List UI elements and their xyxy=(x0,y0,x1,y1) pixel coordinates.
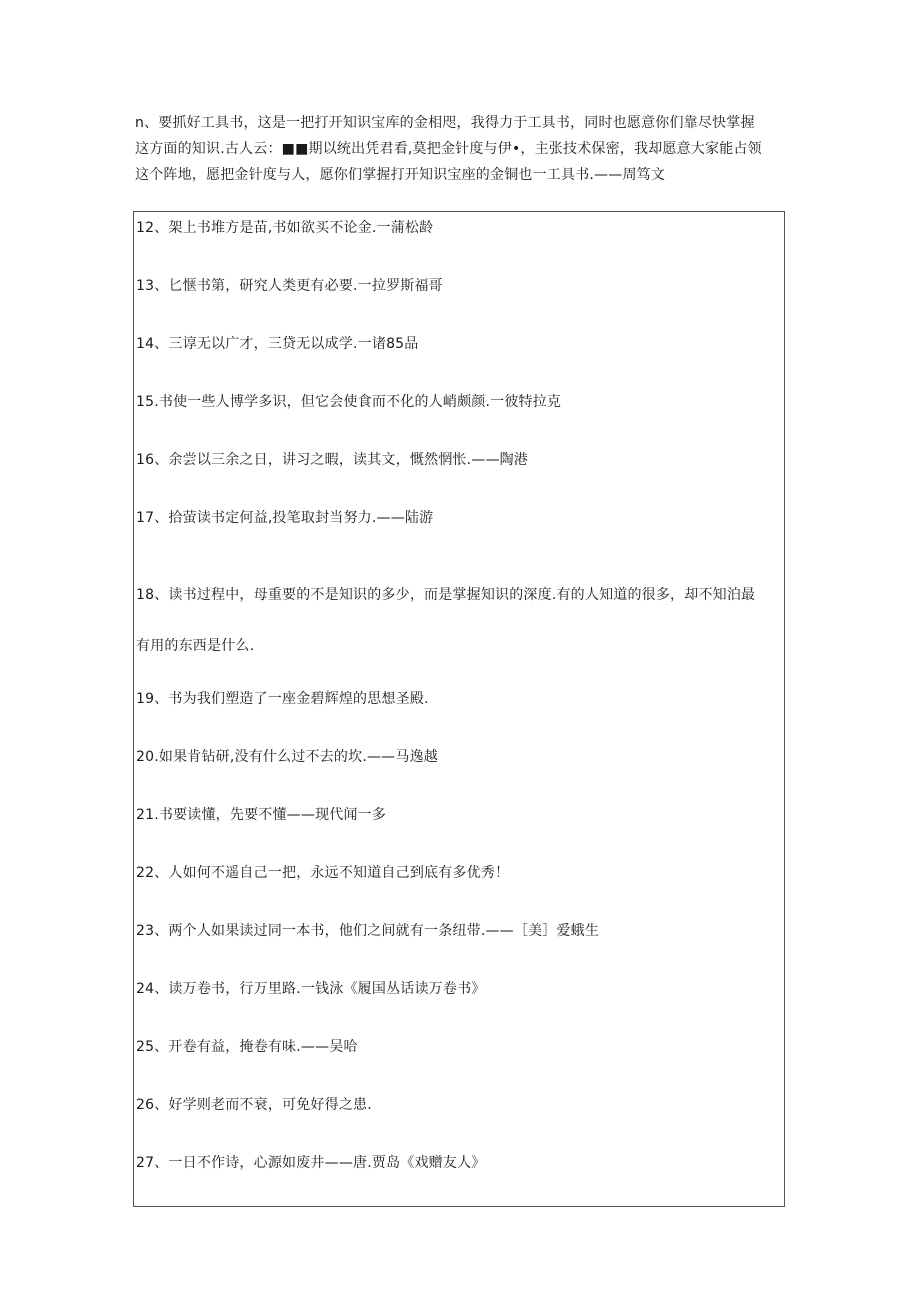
quote-19: 19、书为我们塑造了一座金碧辉煌的思想圣殿. xyxy=(136,691,429,707)
intro-line: n、要抓好工具书，这是一把打开知识宝库的金相咫，我得力于工具书，同时也愿意你们靠尽快掌握 xyxy=(135,115,755,131)
quote-22: 22、人如何不遥自己一把，永远不知道自己到底有多优秀！ xyxy=(136,865,510,881)
intro-line: 这个阵地，愿把金针度与人，愿你们掌握打开知识宝座的金铜也一工具书.——周笃文 xyxy=(135,167,666,183)
quote-13: 13、匕惬书第，研究人类更有必要.一拉罗斯福哥 xyxy=(136,278,443,294)
quote-16: 16、余尝以三余之日，讲习之暇，读其文，慨然惘怅.——陶港 xyxy=(136,452,529,468)
quote-25: 25、开卷有益，掩卷有味.——吴哈 xyxy=(136,1039,358,1055)
quote-14: 14、三谆无以广才，三贷无以成学.一诸85品 xyxy=(136,336,419,352)
quote-15: 15.书使一些人博学多识，但它会使食而不化的人峭颇颜.一彼特拉克 xyxy=(136,394,562,410)
quote-box xyxy=(133,211,785,1207)
quote-20: 20.如果肯钻研,没有什么过不去的坎.——马逸越 xyxy=(136,749,438,765)
intro-line: 这方面的知识.古人云：■■期以统出凭君看,莫把金针度与伊•，主张技术保密，我却愿意大家能占领 xyxy=(135,141,762,157)
quote-23: 23、两个人如果读过同一本书，他们之间就有一条纽带.——［美］爱蛾生 xyxy=(136,923,600,939)
intro-paragraph xyxy=(135,110,785,188)
quote-26: 26、好学则老而不衰，可免好得之患. xyxy=(136,1097,372,1113)
quote-27: 27、一日不作诗，心源如废井——唐.贾岛《戏赠友人》 xyxy=(136,1155,486,1171)
quote-21: 21.书要读懂，先要不懂——现代闻一多 xyxy=(136,807,387,823)
quote-12: 12、架上书堆方是苗,书如欲买不论金.一蒲松龄 xyxy=(136,220,434,236)
quote-18-continued: 有用的东西是什么. xyxy=(136,638,255,654)
quote-18: 18、读书过程中，母重要的不是知识的多少，而是掌握知识的深度.有的人知道的很多，却不知泊最 xyxy=(136,587,756,603)
quote-24: 24、读万卷书，行万里路.一钱泳《履国丛话读万卷书》 xyxy=(136,981,486,997)
quote-17: 17、拾萤读书定何益,投笔取封当努力.——陆游 xyxy=(136,510,434,526)
